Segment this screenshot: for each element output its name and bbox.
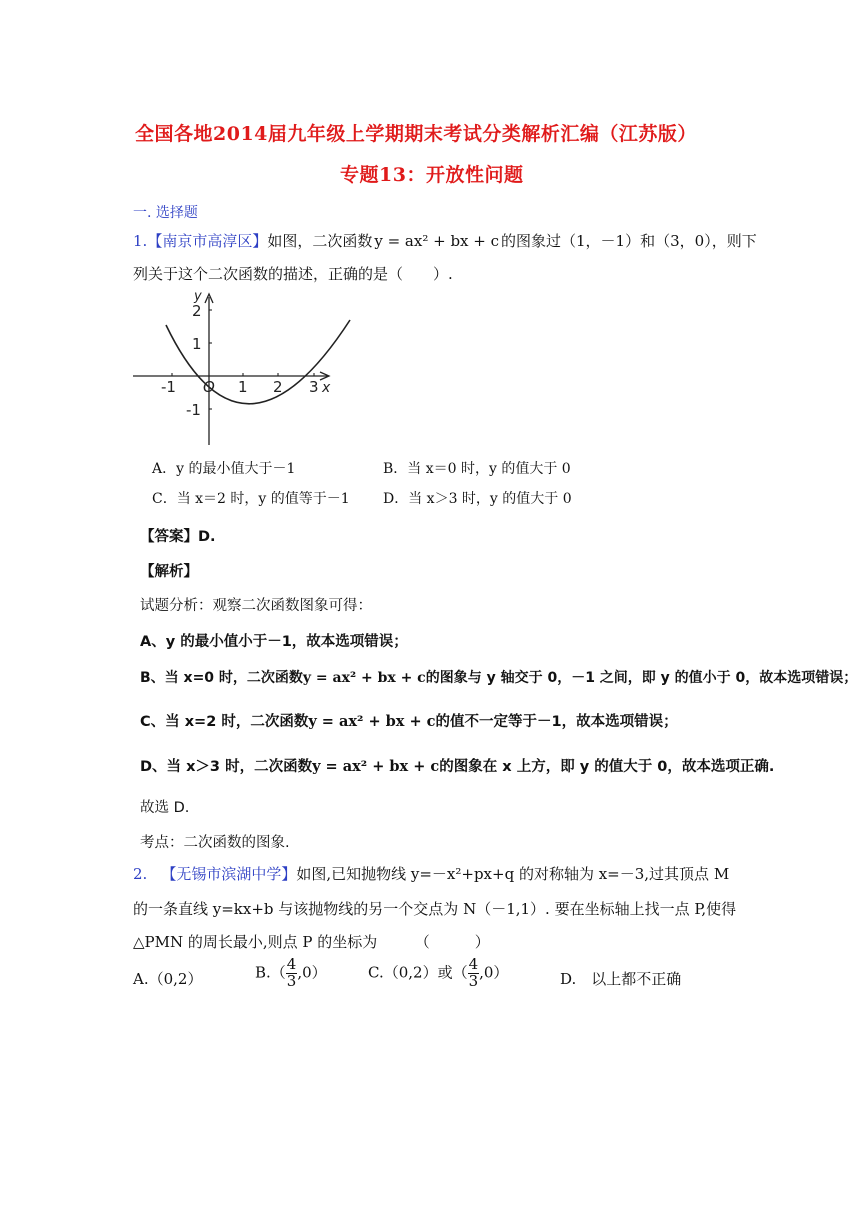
q2-option-c-post: ,0） xyxy=(479,963,509,982)
x-tick-label: -1 xyxy=(161,378,176,396)
q1-stem-a: 如图，二次函数 xyxy=(267,232,373,250)
q1-option-c: C．当 x＝2 时，y 的值等于－1 xyxy=(152,491,350,507)
q2-line2: 的一条直线 y=kx+b 与该抛物线的另一个交点为 N（－1,1）. 要在坐标轴上找一点 P,使得 xyxy=(133,900,737,918)
q1-analysis-c xyxy=(140,710,678,731)
page-title: 全国各地2014届九年级上学期期末考试分类解析汇编（江苏版） xyxy=(135,123,697,145)
q1-analysis-intro: 试题分析：观察二次函数图象可得： xyxy=(140,598,372,614)
q1-option-a: A．y 的最小值大于－1 xyxy=(152,461,296,477)
q2-option-b-pre: B.（ xyxy=(255,963,286,982)
q1-stem-line2: 列关于这个二次函数的描述，正确的是（ ）. xyxy=(133,265,453,283)
analysis-b-pre: B、当 x=0 时，二次函数 xyxy=(140,670,303,686)
q1-source: 【南京市高淳区】 xyxy=(147,232,268,250)
q2-number: 2. xyxy=(133,865,148,883)
q1-formula: y = ax² + bx + c xyxy=(374,232,500,250)
q2-source: 【无锡市滨湖中学】 xyxy=(161,865,297,883)
analysis-d-post: 的图象在 x 上方，即 y 的值大于 0，故本选项正确. xyxy=(439,759,775,775)
q1-knowledge-point: 考点：二次函数的图象. xyxy=(140,835,290,851)
y-axis-label: y xyxy=(194,289,202,304)
analysis-b-post: 的图象与 y 轴交于 0，－1 之间，即 y 的值小于 0，故本选项错误； xyxy=(425,670,858,686)
page-subtitle: 专题13：开放性问题 xyxy=(340,164,524,186)
q2-option-d: D. 以上都不正确 xyxy=(560,970,682,988)
origin-label: O xyxy=(203,378,215,396)
x-tick-label: 3 xyxy=(309,378,319,396)
section-label: 一. 选择题 xyxy=(133,205,198,221)
q2-line1-text: 如图,已知抛物线 y=－x²+px+q 的对称轴为 x=－3,过其顶点 M xyxy=(296,865,730,883)
fraction-4-3: $\frac{4}{3}$ xyxy=(286,955,297,990)
x-axis-label: x xyxy=(322,380,331,396)
q1-answer: 【答案】D. xyxy=(140,529,216,545)
fraction-4-3: $\frac{4}{3}$ xyxy=(468,955,479,990)
q1-analysis-a: A、y 的最小值小于－1，故本选项错误； xyxy=(140,634,408,650)
q2-option-a: A.（0,2） xyxy=(133,970,203,988)
q2-option-b-post: ,0） xyxy=(297,963,327,982)
q1-analysis-label: 【解析】 xyxy=(140,564,198,580)
q1-option-b: B．当 x＝0 时，y 的值大于 0 xyxy=(383,461,571,477)
analysis-c-formula: y = ax² + bx + c xyxy=(308,713,436,730)
q2-option-c xyxy=(368,957,508,990)
x-tick-label: 1 xyxy=(238,378,248,396)
q2-line3: △PMN 的周长最小,则点 P 的坐标为 （ ） xyxy=(133,933,490,951)
q2-option-c-pre: C.（0,2）或（ xyxy=(368,963,468,982)
q1-analysis-d xyxy=(140,755,774,776)
y-axis xyxy=(205,294,213,445)
q1-stem-line1 xyxy=(133,230,757,251)
y-tick-label: 1 xyxy=(192,335,202,353)
q2-option-b xyxy=(255,957,327,990)
q1-stem-b: 的图象过（1，－1）和（3，0），则下 xyxy=(501,232,757,250)
q2-line1 xyxy=(133,863,729,884)
analysis-d-formula: y = ax² + bx + c xyxy=(312,758,440,775)
q1-analysis-b xyxy=(140,667,857,687)
y-tick-label: 2 xyxy=(192,302,202,320)
analysis-c-post: 的值不一定等于－1，故本选项错误； xyxy=(435,714,678,730)
q1-parabola-graph xyxy=(128,285,368,450)
q1-number: 1. xyxy=(133,232,148,250)
q1-option-d: D．当 x＞3 时，y 的值大于 0 xyxy=(383,491,572,507)
analysis-d-pre: D、当 x＞3 时，二次函数 xyxy=(140,759,313,775)
x-tick-label: 2 xyxy=(273,378,283,396)
analysis-b-formula: y = ax² + bx + c xyxy=(302,670,426,686)
y-tick-label: -1 xyxy=(186,401,201,419)
q1-choice: 故选 D. xyxy=(140,800,190,816)
analysis-c-pre: C、当 x=2 时，二次函数 xyxy=(140,714,309,730)
